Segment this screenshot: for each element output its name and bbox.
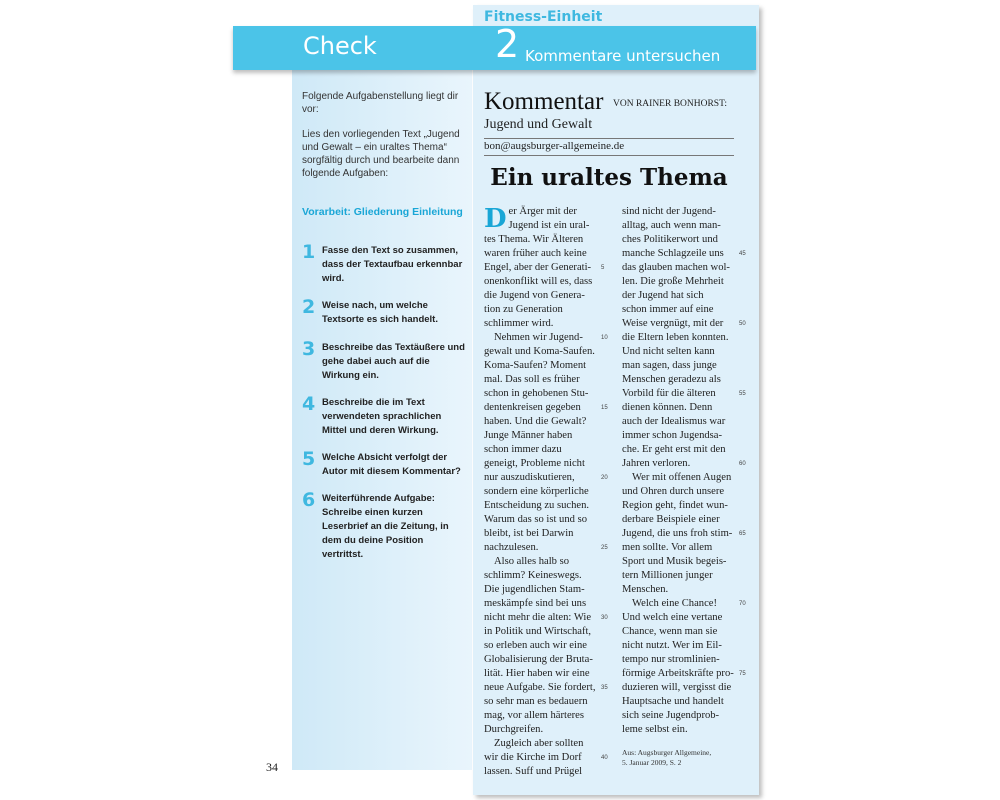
- line-number: 35: [601, 685, 608, 691]
- article-line: sich seine Jugendprob-: [622, 710, 720, 721]
- source-line: Aus: Augsburger Allgemeine,: [622, 748, 712, 757]
- task-text: Beschreibe das Textäußere und gehe dabei auch auf die Wirkung ein.: [322, 342, 465, 381]
- article-line: schon immer auf eine: [622, 304, 714, 315]
- intro-line-2: Lies den vorliegenden Text „Jugend und Gewalt – ein uraltes Thema“ sorgfältig durch und bearbeite dann folgende Aufgaben:: [302, 129, 460, 179]
- article-line: Vorbild für die älteren: [622, 388, 716, 399]
- article-line: tion zu Generation: [484, 304, 563, 315]
- article-line: Wer mit offenen Augen: [632, 472, 732, 483]
- task-intro: [302, 90, 467, 192]
- task-text: Weise nach, um welche Textsorte es sich handelt.: [322, 300, 438, 325]
- page-number: 34: [266, 760, 278, 774]
- article-line: meskämpfe sind bei uns: [484, 598, 587, 609]
- article-line: die Jugend von Genera-: [484, 290, 585, 301]
- task-text: Weiterführende Aufgabe: Schreibe einen kurzen Leserbrief an die Zeitung, in dem du deine Position vertrittst.: [322, 493, 449, 560]
- section-title: Vorarbeit: Gliederung Einleitung: [302, 206, 463, 218]
- task-text: Fasse den Text so zusammen, dass der Textaufbau erkennbar wird.: [322, 245, 463, 284]
- section-label: Fitness-Einheit: [484, 9, 603, 25]
- article-line: Weise vergnügt, mit der: [622, 318, 724, 329]
- article-line: schon immer dazu: [484, 444, 562, 455]
- line-number: 60: [739, 461, 746, 467]
- author-email: bon@augsburger-allgemeine.de: [484, 140, 625, 152]
- article-line: Jugend ist ein ural-: [508, 220, 590, 231]
- article-author: VON RAINER BONHORST:: [613, 99, 728, 109]
- article-line: Koma-Saufen? Moment: [484, 360, 587, 371]
- article-line: derbare Beispiele einer: [622, 514, 720, 525]
- article-line: manche Schlagzeile uns: [622, 248, 724, 259]
- line-number: 40: [601, 755, 608, 761]
- article-line: Menschen geradezu als: [622, 374, 721, 385]
- article-line: Entscheidung zu suchen.: [484, 500, 590, 511]
- line-number: 75: [739, 671, 746, 677]
- line-number: 20: [601, 475, 608, 481]
- article-line: auch der Idealismus war: [622, 416, 726, 427]
- article-line: Durchgreifen.: [484, 724, 544, 735]
- article-line: Sport und Musik begeis-: [622, 556, 727, 567]
- article-line: Junge Männer haben: [484, 430, 573, 441]
- article-line: Und welch eine vertane: [622, 612, 723, 623]
- article-line: Region geht, findet wun-: [622, 500, 728, 511]
- intro-line-1: Folgende Aufgabenstellung liegt dir vor:: [302, 91, 459, 115]
- article-line: so sehr man es bedauern: [484, 696, 588, 707]
- check-title: Check: [303, 32, 377, 60]
- article-line: ches Politikerwort und: [622, 234, 718, 245]
- divider: [484, 138, 734, 139]
- article-line: das glauben machen wol-: [622, 262, 730, 273]
- article-line: dentenkreisen gegeben: [484, 402, 581, 413]
- article-column-1: [484, 205, 594, 779]
- article-line: geneigt, Probleme nicht: [484, 458, 585, 469]
- article-line: schlimm? Keineswegs.: [484, 570, 582, 581]
- article-line: nur auszudiskutieren,: [484, 472, 575, 483]
- article-line: Zugleich aber sollten: [494, 738, 584, 749]
- article-line: Die jugendlichen Stam-: [484, 584, 585, 595]
- line-number: 65: [739, 531, 746, 537]
- task-number: 5: [302, 448, 316, 470]
- divider: [484, 155, 734, 156]
- article-line: Und nicht selten kann: [622, 346, 715, 357]
- unit-number: 2: [495, 22, 520, 66]
- article-line: nicht mehr die alten: Wie: [484, 612, 592, 623]
- article-line: Chance, wenn man sie: [622, 626, 718, 637]
- article-line: tern Millionen junger: [622, 570, 713, 581]
- article-line: bleibt, ist bei Darwin: [484, 528, 574, 539]
- line-number: 55: [739, 391, 746, 397]
- article-line: men sollte. Vor allem: [622, 542, 713, 553]
- article-line: Menschen.: [622, 584, 669, 595]
- unit-title: Kommentare untersuchen: [525, 47, 721, 65]
- task-number: 6: [302, 489, 316, 511]
- article-subtitle: Jugend und Gewalt: [484, 117, 593, 132]
- line-number: 70: [739, 601, 746, 607]
- article-line: lität. Hier haben wir eine: [484, 668, 590, 679]
- line-number: 30: [601, 615, 608, 621]
- line-number: 25: [601, 545, 608, 551]
- article-line: schon in gehobenen Stu-: [484, 388, 589, 399]
- article-line: nicht nutzt. Wer im Eil-: [622, 640, 722, 651]
- task-number: 2: [302, 296, 316, 318]
- article-line: förmige Arbeitskräfte pro-: [622, 668, 734, 679]
- article-line: tempo nur stromlinien-: [622, 654, 720, 665]
- article-line: und Ohren durch unsere: [622, 486, 725, 497]
- drop-cap: D: [484, 204, 507, 234]
- source-line: 5. Januar 2009, S. 2: [622, 758, 682, 767]
- article-line: der Jugend hat sich: [622, 290, 704, 301]
- header-banner: [233, 22, 756, 70]
- article-line: man sagen, dass junge: [622, 360, 717, 371]
- article-line: Hauptsache und handelt: [622, 696, 724, 707]
- article-line: schlimmer wird.: [484, 318, 554, 329]
- article-line: lassen. Suff und Prügel: [484, 766, 583, 777]
- article-line: Engel, aber der Generati-: [484, 262, 592, 273]
- article-line: nachzulesen.: [484, 542, 539, 553]
- task-number: 3: [302, 338, 316, 360]
- article-line: sondern eine körperliche: [484, 486, 589, 497]
- article-line: che. Er geht erst mit den: [622, 444, 726, 455]
- article-line: onenkonflikt will es, dass: [484, 276, 593, 287]
- article-line: dienen können. Denn: [622, 402, 713, 413]
- article-line: alltag, auch wenn man-: [622, 220, 721, 231]
- line-number: 5: [601, 265, 605, 271]
- article-line: die Eltern leben konnten.: [622, 332, 729, 343]
- article-line: wir die Kirche im Dorf: [484, 752, 582, 763]
- article-line: Jahren verloren.: [622, 458, 691, 469]
- line-number: 10: [601, 335, 608, 341]
- article-line: len. Die große Mehrheit: [622, 276, 724, 287]
- task-number: 4: [302, 393, 316, 415]
- line-number: 50: [739, 321, 746, 327]
- article-line: duzieren will, vergisst die: [622, 682, 732, 693]
- line-number: 15: [601, 405, 608, 411]
- task-text: Beschreibe die im Text verwendeten sprachlichen Mittel und deren Wirkung.: [322, 397, 442, 436]
- article-line: sind nicht der Jugend-: [622, 206, 716, 217]
- line-number: 45: [739, 251, 746, 257]
- article-line: in Politik und Wirtschaft,: [484, 626, 592, 637]
- article-source: [622, 748, 711, 768]
- article-line: er Ärger mit der: [508, 206, 577, 217]
- article-line: Warum das so ist und so: [484, 514, 588, 525]
- article-column-2: [622, 205, 734, 737]
- task-number: 1: [302, 241, 316, 263]
- article-line: Also alles halb so: [494, 556, 570, 567]
- article-line: Jugend, die uns froh stim-: [622, 528, 733, 539]
- article-line: Nehmen wir Jugend-: [494, 332, 583, 343]
- task-text: Welche Absicht verfolgt der Autor mit diesem Kommentar?: [322, 452, 461, 477]
- article-label: Kommentar: [484, 88, 604, 115]
- article-line: neue Aufgabe. Sie fordert,: [484, 682, 596, 693]
- article-line: leme selbst ein.: [622, 724, 688, 735]
- article-line: Globalisierung der Bruta-: [484, 654, 593, 665]
- article-line: waren früher auch keine: [484, 248, 587, 259]
- article-line: so erleben auch wir eine: [484, 640, 587, 651]
- article-line: mag, vor allem härteres: [484, 710, 585, 721]
- article-line: gewalt und Koma-Saufen.: [484, 346, 595, 357]
- article-line: Welch eine Chance!: [632, 598, 718, 609]
- article-headline: Ein uraltes Thema: [490, 164, 728, 191]
- article-line: tes Thema. Wir Älteren: [484, 234, 584, 245]
- article-line: haben. Und die Gewalt?: [484, 416, 587, 427]
- article-line: immer schon Jugendsa-: [622, 430, 723, 441]
- article-line: mal. Das soll es früher: [484, 374, 580, 385]
